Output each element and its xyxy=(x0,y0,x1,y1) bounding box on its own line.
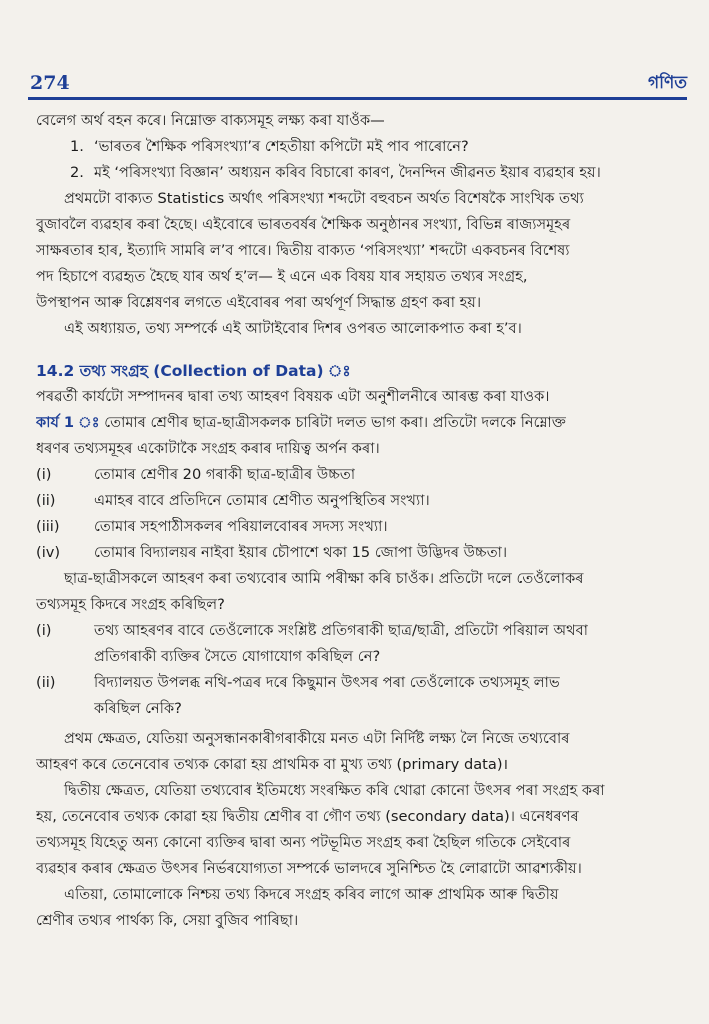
task-number: (iv) xyxy=(36,544,61,561)
section-lead: পৰৱৰ্তী কাৰ্যটো সম্পাদনৰ দ্বাৰা তথ্য আহৰণ বিষয়ক এটা অনুশীলনীৰে আৰম্ভ কৰা যাওক। xyxy=(36,388,550,405)
method-text: তথ্য আহৰণৰ বাবে তেওঁলোকে সংশ্লিষ্ট প্ৰতিগৰাকী ছাত্ৰ/ছাত্ৰী, প্ৰতিটো পৰিয়াল অথবা xyxy=(94,622,588,639)
paragraph-line: পদ হিচাপে ব্যৱহৃত হৈছে যাৰ অৰ্থ হ’ল— ই এনে এক বিষয় যাৰ সহায়ত তথ্যৰ সংগ্ৰহ, xyxy=(36,268,528,285)
paragraph-line: এতিয়া, তোমালোকে নিশ্চয় তথ্য কিদৰে সংগ্ৰহ কৰিব লাগে আৰু প্ৰাথমিক আৰু দ্বিতীয় xyxy=(64,886,559,903)
page-number: 274 xyxy=(30,72,70,94)
activity-label: কাৰ্য 1 ঃ xyxy=(36,414,100,431)
item-number: 1. xyxy=(70,138,84,155)
paragraph-chapter-focus: এই অধ্যায়ত, তথ্য সম্পৰ্কে এই আটাইবোৰ দিশৰ ওপৰত আলোকপাত কৰা হ’ব। xyxy=(64,320,522,337)
paragraph-line: প্ৰথম ক্ষেত্ৰত, যেতিয়া অনুসন্ধানকাৰীগৰাকীয়ে মনত এটা নিৰ্দিষ্ট লক্ষ্য লৈ নিজে তথ্যবোৰ xyxy=(64,730,570,747)
paragraph-statistics-meaning xyxy=(36,186,687,316)
closing-paragraph xyxy=(36,882,687,934)
page-header xyxy=(30,58,687,92)
paragraph-line: হয়, তেনেবোৰ তথ্যক কোৱা হয় দ্বিতীয় শ্ৰেণীৰ বা গৌণ তথ্য (secondary data)। এনেধৰণৰ xyxy=(36,808,579,825)
paragraph-line: বুজাবলৈ ব্যৱহাৰ কৰা হৈছে। এইবোৰে ভাৰতবৰ্ষৰ শৈক্ষিক অনুষ্ঠানৰ সংখ্যা, বিভিন্ন ৰাজ্যসমূহৰ xyxy=(36,216,571,233)
task-number: (iii) xyxy=(36,518,60,535)
task-item xyxy=(36,462,687,488)
paragraph-line: ব্যৱহাৰ কৰাৰ ক্ষেত্ৰত উৎসৰ নিৰ্ভৰযোগ্যতা সম্পৰ্কে ভালদৰে সুনিশ্চিত হৈ লোৱাটো আৱশ্যকীয়। xyxy=(36,860,582,877)
paragraph-line: আহৰণ কৰে তেনেবোৰ তথ্যক কোৱা হয় প্ৰাথমিক বা মুখ্য তথ্য (primary data)। xyxy=(36,756,509,773)
task-text: এমাহৰ বাবে প্ৰতিদিনে তোমাৰ শ্ৰেণীত অনুপস্থিতিৰ সংখ্যা। xyxy=(94,492,430,509)
paragraph-line: তথ্যসমূহ যিহেতু অন্য কোনো ব্যক্তিৰ দ্বাৰা অন্য পটভূমিত সংগ্ৰহ কৰা হৈছিল গতিকে সেইবোৰ xyxy=(36,834,571,851)
method-item xyxy=(36,618,687,670)
question-paragraph xyxy=(36,566,687,618)
example-item-2 xyxy=(36,160,687,186)
paragraph-line: তথ্যসমূহ কিদৰে সংগ্ৰহ কৰিছিল? xyxy=(36,596,225,613)
paragraph-line: সাক্ষৰতাৰ হাৰ, ইত্যাদি সামৰি ল’ব পাৰে। দ্বিতীয় বাক্যত ‘পৰিসংখ্যা’ শব্দটো একবচনৰ বিশেষ্য xyxy=(36,242,570,259)
method-number: (i) xyxy=(36,622,52,639)
method-item xyxy=(36,670,687,722)
header-divider xyxy=(28,97,687,100)
task-item xyxy=(36,540,687,566)
secondary-data-paragraph xyxy=(36,778,687,882)
task-text: তোমাৰ শ্ৰেণীৰ 20 গৰাকী ছাত্ৰ-ছাত্ৰীৰ উচ্চতা xyxy=(94,466,356,483)
task-number: (i) xyxy=(36,466,52,483)
subject-title: গণিত xyxy=(647,73,687,93)
task-text: তোমাৰ সহপাঠীসকলৰ পৰিয়ালবোৰৰ সদস্য সংখ্যা। xyxy=(94,518,388,535)
paragraph-line: ছাত্ৰ-ছাত্ৰীসকলে আহৰণ কৰা তথ্যবোৰ আমি পৰীক্ষা কৰি চাওঁক। প্ৰতিটো দলে তেওঁলোকৰ xyxy=(64,570,584,587)
paragraph-line: প্ৰথমটো বাক্যত Statistics অৰ্থাৎ পৰিসংখ্যা শব্দটো বহুবচন অৰ্থত বিশেষকৈ সাংখিক তথ্য xyxy=(64,190,584,207)
task-item xyxy=(36,514,687,540)
paragraph-line: দ্বিতীয় ক্ষেত্ৰত, যেতিয়া তথ্যবোৰ ইতিমধ্যে সংৰক্ষিত কৰি থোৱা কোনো উৎসৰ পৰা সংগ্ৰহ কৰা xyxy=(64,782,605,799)
intro-line: বেলেগ অৰ্থ বহন কৰে। নিম্নোক্ত বাক্যসমূহ লক্ষ্য কৰা যাওঁক— xyxy=(36,112,385,129)
method-text: প্ৰতিগৰাকী ব্যক্তিৰ সৈতে যোগাযোগ কৰিছিল নে? xyxy=(94,648,381,665)
paragraph-line: শ্ৰেণীৰ তথ্যৰ পাৰ্থক্য কি, সেয়া বুজিব পাৰিছা। xyxy=(36,912,299,929)
method-text: বিদ্যালয়ত উপলব্ধ নথি-পত্ৰৰ দৰে কিছুমান উৎসৰ পৰা তেওঁলোকে তথ্যসমূহ লাভ xyxy=(94,674,560,691)
activity-line: ধৰণৰ তথ্যসমূহৰ একোটাকৈ সংগ্ৰহ কৰাৰ দায়িত্ব অৰ্পন কৰা। xyxy=(36,440,380,457)
activity-line xyxy=(36,410,687,436)
paragraph-line: উপস্থাপন আৰু বিশ্লেষণৰ লগতে এইবোৰৰ পৰা অৰ্থপূৰ্ণ সিদ্ধান্ত গ্ৰহণ কৰা হয়। xyxy=(36,294,482,311)
section-heading: 14.2 তথ্য সংগ্ৰহ (Collection of Data) ঃ xyxy=(36,362,351,380)
activity-text: তোমাৰ শ্ৰেণীৰ ছাত্ৰ-ছাত্ৰীসকলক চাৰিটা দলত ভাগ কৰা। প্ৰতিটো দলকে নিম্নোক্ত xyxy=(99,414,566,431)
method-text: কৰিছিল নেকি? xyxy=(94,700,182,717)
item-number: 2. xyxy=(70,164,84,181)
task-text: তোমাৰ বিদ্যালয়ৰ নাইবা ইয়াৰ চৌপাশে থকা 15 জোপা উদ্ভিদৰ উচ্চতা। xyxy=(94,544,508,561)
method-number: (ii) xyxy=(36,674,56,691)
primary-data-paragraph xyxy=(36,726,687,778)
task-item xyxy=(36,488,687,514)
example-item-1 xyxy=(36,134,687,160)
item-text: মই ‘পৰিসংখ্যা বিজ্ঞান’ অধ্যয়ন কৰিব বিচাৰো কাৰণ, দৈনন্দিন জীৱনত ইয়াৰ ব্যৱহাৰ হয়। xyxy=(94,164,601,181)
task-number: (ii) xyxy=(36,492,56,509)
item-text: ‘ভাৰতৰ শৈক্ষিক পৰিসংখ্যা’ৰ শেহতীয়া কপিটো মই পাব পাৰোনে? xyxy=(94,138,469,155)
page-body xyxy=(36,108,687,934)
